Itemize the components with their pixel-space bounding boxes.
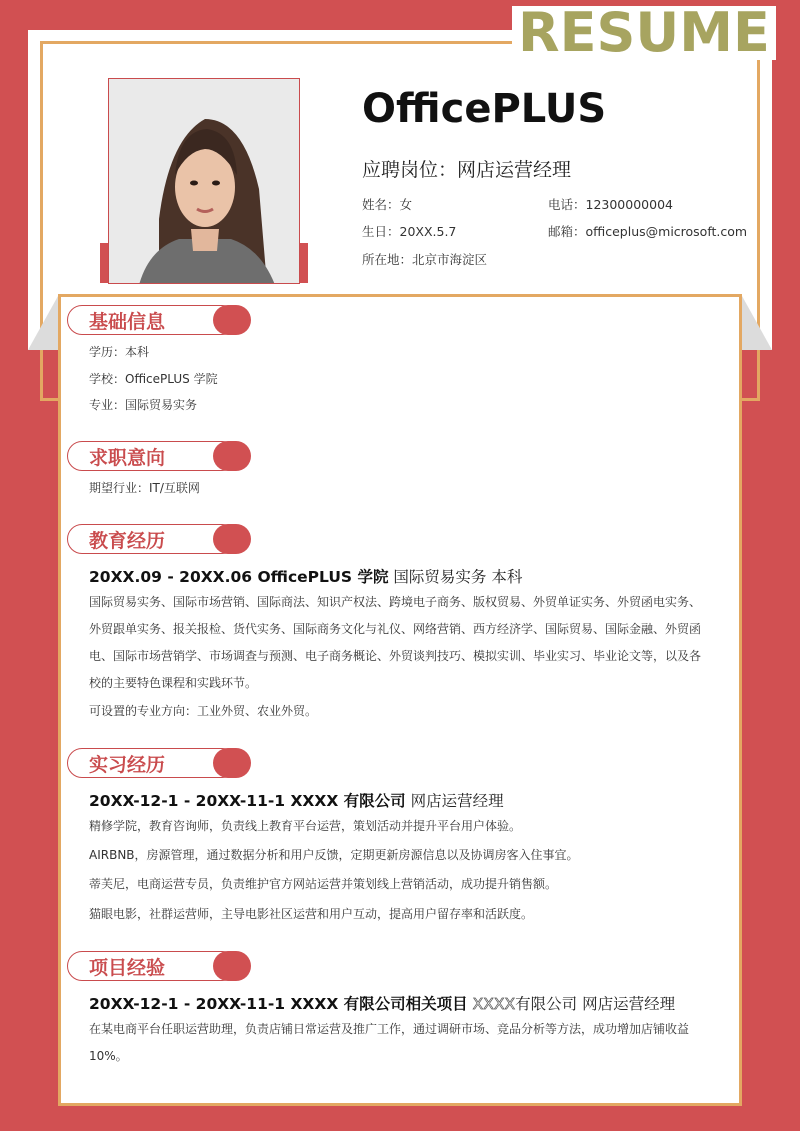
education-directions: 可设置的专业方向：工业外贸、农业外贸。: [89, 704, 318, 718]
section-title: 实习经历: [89, 754, 166, 776]
section-title: 基础信息: [89, 311, 166, 333]
profile-photo: [108, 78, 300, 284]
section-pill-accent: [213, 524, 251, 554]
resume-heading: RESUME: [512, 6, 776, 60]
education-headline: [89, 565, 522, 587]
project-description: 在某电商平台任职运营助理，负责店铺日常运营及推广工作，通过调研市场、竞品分析等方法，成功增加店铺收益10%。: [89, 1022, 690, 1063]
internship-role: 网店运营经理: [410, 792, 504, 810]
major-name: 专业：国际贸易实务: [89, 398, 198, 412]
expected-industry: 期望行业：IT/互联网: [89, 481, 200, 495]
email-field: 邮箱：officeplus@microsoft.com: [548, 224, 748, 239]
project-company-suffix: 有限公司: [515, 995, 578, 1013]
job-title: 应聘岗位：网店运营经理: [362, 159, 572, 181]
candidate-name: OfficePLUS: [362, 86, 607, 132]
project-company-placeholder: XXXX: [472, 995, 516, 1013]
section-header-basic: [67, 305, 251, 337]
project-headline: [89, 992, 675, 1014]
internship-period: 20XX-12-1 - 20XX-11-1 XXXX 有限公司: [89, 792, 406, 810]
phone-field: 电话：12300000004: [548, 197, 673, 212]
portrait-image: [109, 79, 300, 284]
section-header-project: [67, 951, 251, 983]
internship-item: 猫眼电影，社群运营师，主导电影社区运营和用户互动，提高用户留存率和活跃度。: [89, 907, 534, 921]
birth-field: 生日：20XX.5.7: [362, 224, 457, 239]
project-role: 网店运营经理: [582, 995, 676, 1013]
education-level: 学历：本科: [89, 345, 150, 359]
internship-item: AIRBNB，房源管理，通过数据分析和用户反馈，定期更新房源信息以及协调房客入住事宜。: [89, 848, 579, 862]
fold-corner-right: [742, 296, 772, 350]
internship-item: 蒂芙尼，电商运营专员，负责维护官方网站运营并策划线上营销活动，成功提升销售额。: [89, 877, 558, 891]
section-title: 求职意向: [89, 447, 166, 469]
fold-corner-left: [28, 296, 58, 350]
project-period: 20XX-12-1 - 20XX-11-1 XXXX 有限公司相关项目: [89, 995, 468, 1013]
internship-headline: [89, 789, 504, 811]
section-header-internship: [67, 748, 251, 780]
education-courses: 国际贸易实务、国际市场营销、国际商法、知识产权法、跨境电子商务、版权贸易、外贸单证实务、外贸函电实务、外贸跟单实务、报关报检、货代实务、国际商务文化与礼仪、网络营销、西方经济学、国际贸易、国际金融、外贸函电、国际市场营销学、市场调查与预测、电子商务概论、外贸谈判技巧、模拟实训、毕业实习、毕业论文等，以及各校的主要特色课程和实践环节。: [89, 595, 702, 690]
education-detail: 国际贸易实务 本科: [393, 568, 523, 586]
section-title: 项目经验: [89, 957, 166, 979]
education-period: 20XX.09 - 20XX.06 OfficePLUS 学院: [89, 568, 389, 586]
section-pill-accent: [213, 951, 251, 981]
gender-field: 姓名：女: [362, 197, 413, 212]
section-header-education: [67, 524, 251, 556]
section-title: 教育经历: [89, 530, 166, 552]
section-pill-accent: [213, 748, 251, 778]
section-pill-accent: [213, 441, 251, 471]
section-header-intent: [67, 441, 251, 473]
school-name: 学校：OfficePLUS 学院: [89, 372, 218, 386]
content-card: [58, 294, 742, 1106]
location-field: 所在地：北京市海淀区: [362, 252, 488, 267]
internship-item: 精修学院，教育咨询师，负责线上教育平台运营，策划活动并提升平台用户体验。: [89, 819, 522, 833]
section-pill-accent: [213, 305, 251, 335]
